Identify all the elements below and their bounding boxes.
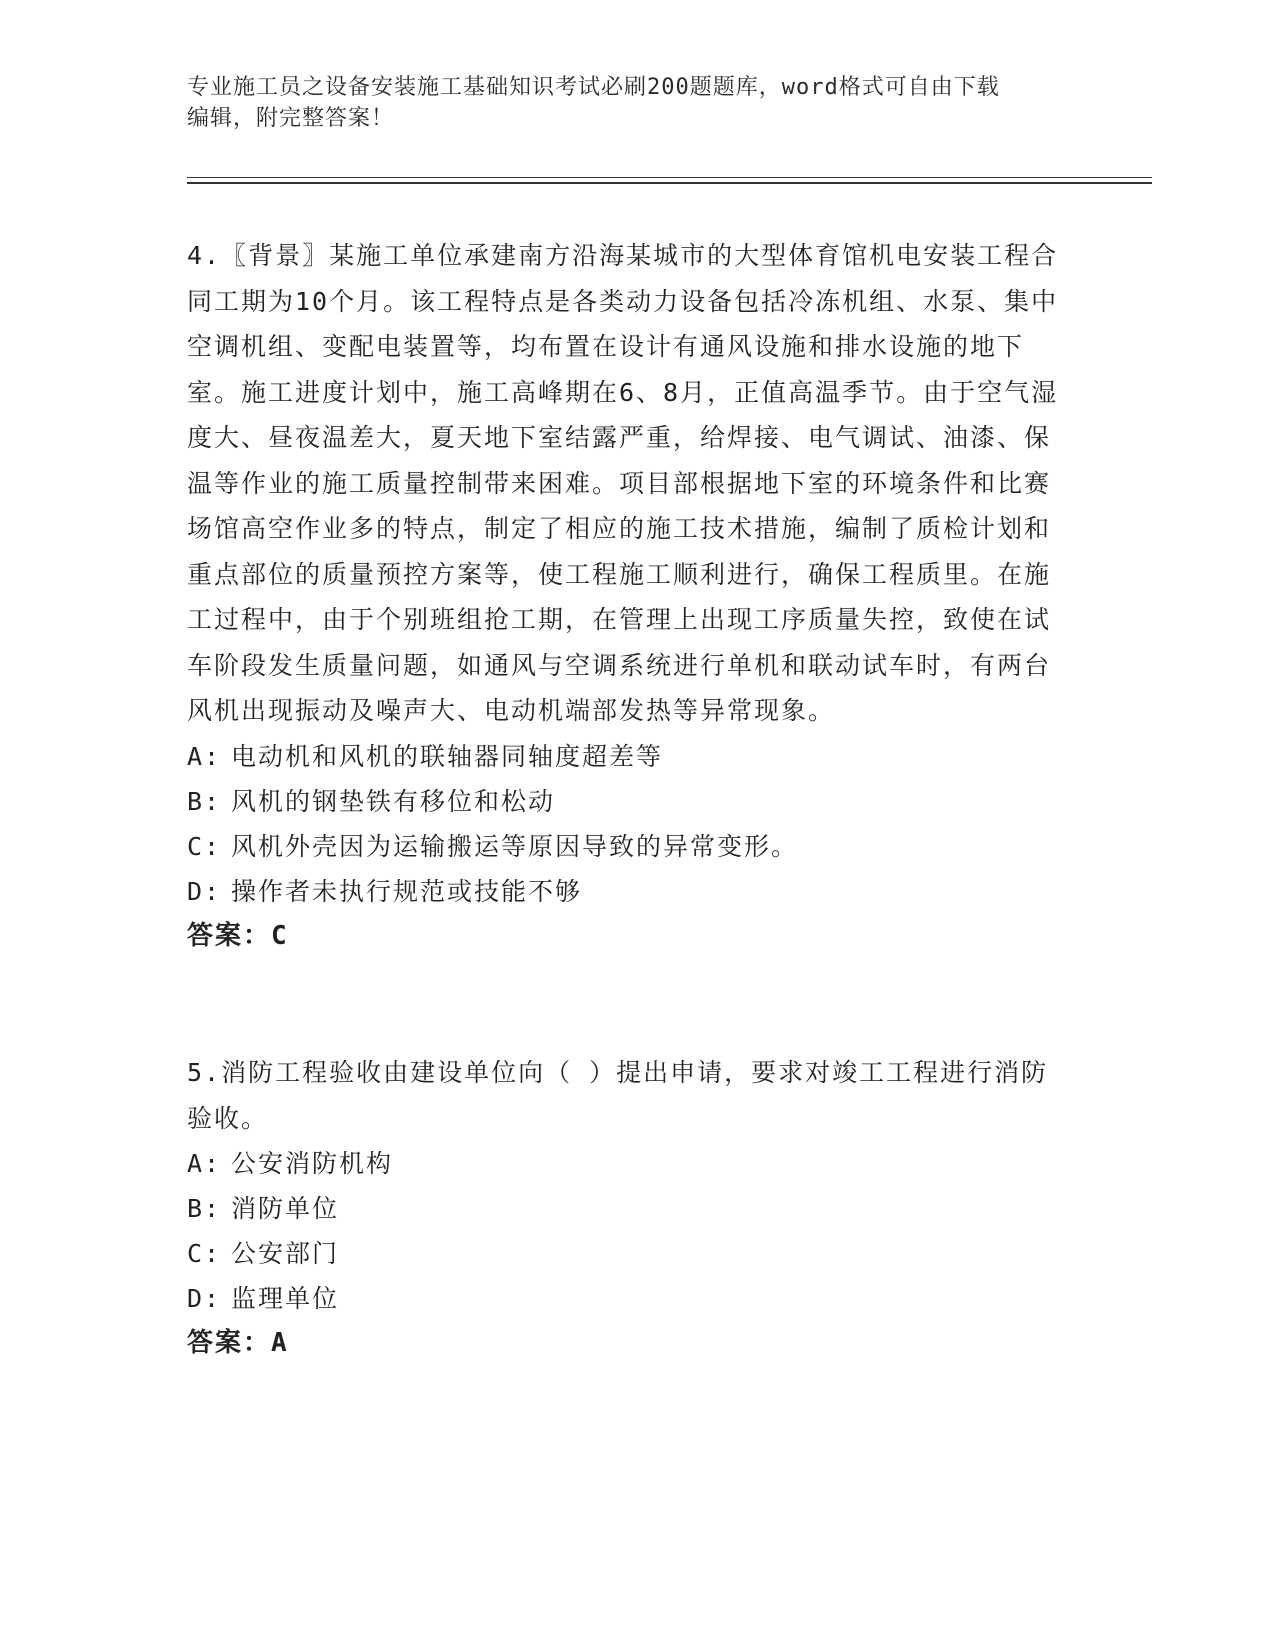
option-letter: D: bbox=[187, 1284, 222, 1313]
header-divider-thick bbox=[187, 182, 1152, 184]
option-text: 风机外壳因为运输搬运等原因导致的异常变形。 bbox=[231, 831, 799, 861]
question-4 bbox=[187, 233, 1067, 959]
header-divider-thin bbox=[187, 177, 1152, 178]
option-text: 监理单位 bbox=[231, 1284, 340, 1313]
question-stem: 5.消防工程验收由建设单位向（ ）提出申请，要求对竣工工程进行消防验收。 bbox=[187, 1058, 1049, 1133]
option-c bbox=[187, 1231, 1067, 1276]
option-text: 公安部门 bbox=[231, 1239, 340, 1268]
option-letter: A: bbox=[187, 741, 222, 771]
option-letter: C: bbox=[187, 831, 222, 861]
option-text: 电动机和风机的联轴器同轴度超差等 bbox=[231, 741, 664, 771]
header-title-line-2: 编辑，附完整答案！ bbox=[187, 106, 395, 131]
question-5 bbox=[187, 1050, 1067, 1366]
option-text: 消防单位 bbox=[231, 1194, 340, 1223]
option-a bbox=[187, 734, 1067, 779]
option-d bbox=[187, 1276, 1067, 1321]
option-letter: C: bbox=[187, 1239, 222, 1268]
option-b bbox=[187, 1186, 1067, 1231]
option-letter: A: bbox=[187, 1149, 222, 1178]
option-c bbox=[187, 824, 1067, 869]
option-a bbox=[187, 1141, 1067, 1186]
document-header bbox=[187, 72, 1067, 134]
option-letter: B: bbox=[187, 786, 222, 816]
header-title-line-1: 专业施工员之设备安装施工基础知识考试必刷200题题库，word格式可自由下载 bbox=[187, 75, 1000, 100]
option-d bbox=[187, 869, 1067, 914]
answer-label: 答案：C bbox=[187, 920, 289, 951]
answer-label: 答案：A bbox=[187, 1328, 289, 1358]
option-text: 公安消防机构 bbox=[231, 1149, 394, 1178]
option-text: 操作者未执行规范或技能不够 bbox=[231, 876, 583, 906]
option-letter: B: bbox=[187, 1194, 222, 1223]
option-text: 风机的钢垫铁有移位和松动 bbox=[231, 786, 556, 816]
option-b bbox=[187, 779, 1067, 824]
option-letter: D: bbox=[187, 876, 222, 906]
question-stem: 4.〖背景〗某施工单位承建南方沿海某城市的大型体育馆机电安装工程合同工期为10个月。该工程特点是各类动力设备包括冷冻机组、水泵、集中空调机组、变配电装置等，均布置在设计有通风设施和排水设施的地下室。施工进度计划中，施工高峰期在6、8月，正值高温季节。由于空气湿度大、昼夜温差大，夏天地下室结露严重，给焊接、电气调试、油漆、保温等作业的施工质量控制带来困难。项目部根据地下室的环境条件和比赛场馆高空作业多的特点，制定了相应的施工技术措施，编制了质检计划和重点部位的质量预控方案等，使工程施工顺利进行，确保工程质里。在施工过程中，由于个别班组抢工期，在管理上出现工序质量失控，致使在试车阶段发生质量问题，如通风与空调系统进行单机和联动试车时，有两台风机出现振动及噪声大、电动机端部发热等异常现象。 bbox=[187, 241, 1059, 725]
